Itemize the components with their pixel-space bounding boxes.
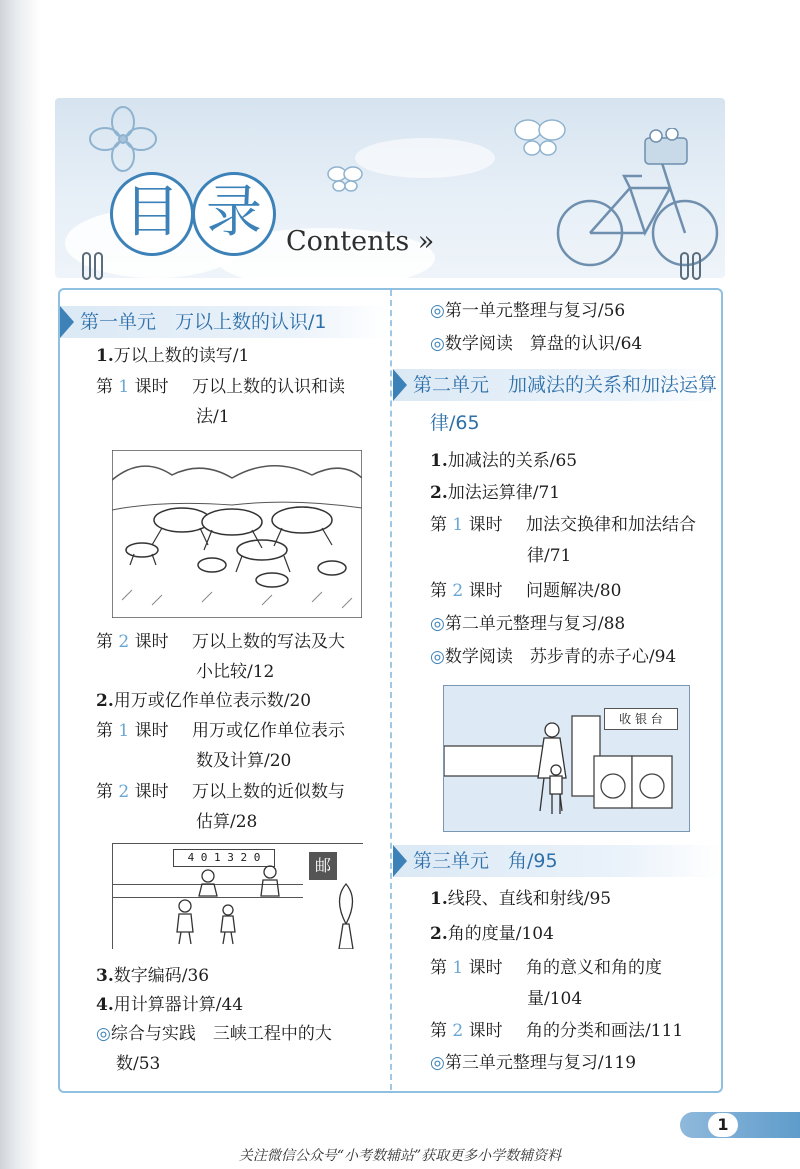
post-sign: 邮: [309, 852, 337, 880]
unit-title: 第二单元 加减法的关系和加法运算: [413, 374, 718, 396]
arrow-icon: [393, 369, 407, 401]
toc-entry[interactable]: 1.线段、直线和射线/95: [430, 889, 612, 909]
cloud-decoration: [355, 138, 495, 178]
toc-entry[interactable]: 第 1 课时 角的意义和角的度: [430, 958, 663, 978]
toc-entry-continued: 量/104: [527, 989, 583, 1009]
toc-entry[interactable]: 2.用万或亿作单位表示数/20: [96, 691, 312, 711]
arrow-icon: [60, 306, 74, 338]
toc-entry-continued: 数/53: [116, 1054, 161, 1074]
toc-entry[interactable]: 2.角的度量/104: [430, 924, 554, 944]
store-illustration: [443, 685, 690, 832]
toc-entry-continued: 律/71: [527, 546, 572, 566]
toc-entry-continued: 估算/28: [196, 812, 258, 832]
unit-title: 第三单元 角/95: [413, 850, 558, 872]
toc-entry[interactable]: 第 1 课时 用万或亿作单位表示: [96, 721, 346, 741]
toc-entry-continued: 数及计算/20: [196, 751, 292, 771]
contents-label: Contents »: [286, 226, 435, 257]
circle-bullet-icon: ◎: [430, 301, 445, 321]
toc-entry[interactable]: ◎数学阅读 算盘的认识/64: [430, 334, 643, 354]
unit-3-heading[interactable]: [393, 845, 721, 877]
toc-entry[interactable]: ◎综合与实践 三峡工程中的大: [96, 1024, 332, 1044]
toc-entry[interactable]: 1.万以上数的读写/1: [96, 346, 250, 366]
toc-entry[interactable]: ◎第二单元整理与复习/88: [430, 614, 626, 634]
unit-title-continued: 律/65: [430, 412, 480, 434]
page-number-tab: [680, 1112, 800, 1138]
unit-2-heading[interactable]: [393, 369, 721, 401]
unit-title: 第一单元 万以上数的认识/1: [80, 311, 327, 333]
toc-entry-continued: 小比较/12: [196, 662, 275, 682]
unit-1-heading[interactable]: [60, 306, 388, 338]
circle-bullet-icon: ◎: [430, 614, 445, 634]
title-char-mu: 目: [110, 172, 194, 256]
toc-entry[interactable]: ◎第一单元整理与复习/56: [430, 301, 626, 321]
circle-bullet-icon: ◎: [96, 1024, 111, 1044]
arrow-icon: [393, 845, 407, 877]
toc-entry-continued: 法/1: [196, 407, 230, 427]
toc-entry[interactable]: 第 2 课时 角的分类和画法/111: [430, 1021, 684, 1041]
toc-entry[interactable]: ◎数学阅读 苏步青的赤子心/94: [430, 647, 677, 667]
goats-illustration: [112, 450, 362, 618]
butterfly-icon: [325, 160, 365, 200]
toc-entry[interactable]: 4.用计算器计算/44: [96, 995, 244, 1015]
footer-note: 关注微信公众号“小考数辅站”获取更多小学数辅资料: [238, 1148, 562, 1164]
toc-entry[interactable]: 1.加减法的关系/65: [430, 451, 578, 471]
title-char-lu: 录: [192, 172, 276, 256]
binder-rings-right: [680, 252, 710, 292]
circle-bullet-icon: ◎: [430, 334, 445, 354]
circle-bullet-icon: ◎: [430, 647, 445, 667]
cashier-sign: 收 银 台: [604, 708, 678, 730]
toc-entry[interactable]: ◎第三单元整理与复习/119: [430, 1053, 637, 1073]
toc-entry[interactable]: 第 1 课时 万以上数的认识和读: [96, 377, 346, 397]
toc-entry[interactable]: 第 2 课时 万以上数的近似数与: [96, 782, 346, 802]
number-counter: 4 0 1 3 2 0: [173, 849, 275, 867]
post-office-illustration: [112, 843, 363, 949]
binder-rings-left: [82, 252, 112, 292]
page-number: 1: [708, 1113, 738, 1137]
toc-entry[interactable]: 第 2 课时 万以上数的写法及大: [96, 632, 346, 652]
page-edge-shadow: [0, 0, 40, 1169]
toc-entry[interactable]: 第 2 课时 问题解决/80: [430, 581, 622, 601]
toc-entry[interactable]: 2.加法运算律/71: [430, 483, 561, 503]
flower-icon: [83, 104, 163, 174]
circle-bullet-icon: ◎: [430, 1053, 445, 1073]
column-divider: [390, 290, 392, 1090]
toc-entry[interactable]: 3.数字编码/36: [96, 966, 210, 986]
toc-entry[interactable]: 第 1 课时 加法交换律和加法结合: [430, 515, 697, 535]
